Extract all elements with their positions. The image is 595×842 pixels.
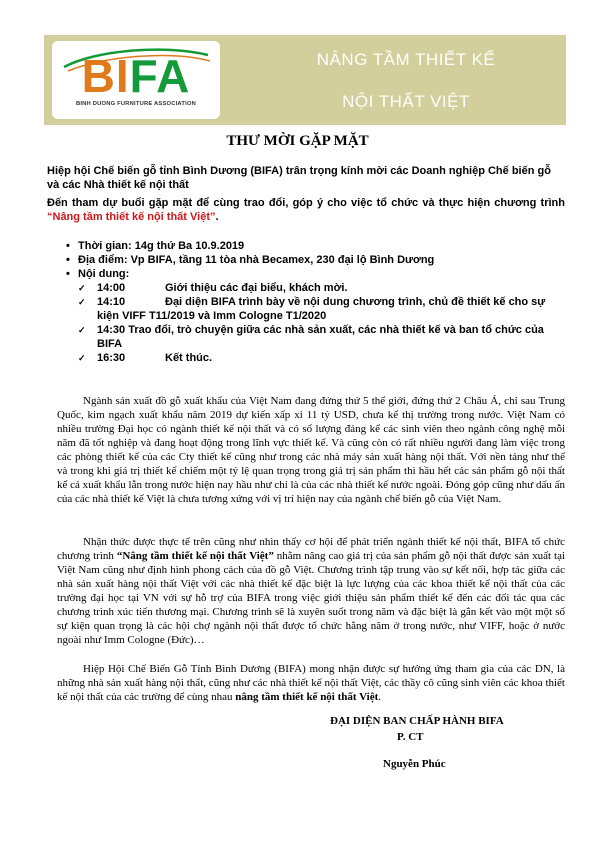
program-name-highlight: “Nâng tầm thiết kế nội thất Việt” (47, 211, 216, 223)
body-paragraph-2: Nhận thức được thực tế trên cũng như nhìn thấy cơ hội để phát triển ngành thiết kế nội thất, BIFA tổ chức chương trình “Nâng tầm thiết kế nội thất Việt” nhằm nâng cao giá trị của sản phẩm gỗ nội thất được sản xuất tại Việt Nam cũng như định hình phong cách của đồ gỗ Việt. Chương trình tập trung vào sự kết nối, hợp tác giữa các nhà sản xuất hàng nội thất Việt với các nhà thiết kế đặc biệt là lực lượng của các khoa thiết kế nội thất của các trường đại học tại VN với sự hỗ trợ của BIFA trong việc giới thiệu sản phẩm thiết kế đến các đối tác qua các chương trình xúc tiến thương mại. Chương trình sẽ là xuyên suốt trong năm và đặc biệt là gắn kết vào một một số sự kiện quan trọng là các hội chợ ngành nội thất được tổ chức hằng năm ở trong nước, như VIFF, hoặc ở nước ngoài như Imm Cologne (Đức)… (57, 536, 566, 646)
agenda-item: ✓ 14:30 Trao đổi, trò chuyện giữa các nhà sản xuất, các nhà thiết kế và ban tổ chức của BIFA (78, 324, 544, 350)
agenda-item: ✓ 14:00 Giới thiệu các đại biểu, khách mời. (78, 282, 348, 294)
logo-subtitle: BINH DUONG FURNITURE ASSOCIATION (75, 101, 197, 107)
tagline-line1: NÂNG TẦM THIẾT KẾ (316, 50, 496, 69)
intro-purpose: Đến tham dự buổi gặp mặt để cùng trao đổi, góp ý cho việc tổ chức và thực hiện chương trình “Nâng tầm thiết kế nội thất Việt”. (47, 197, 565, 223)
signature-title: ĐẠI DIỆN BAN CHẤP HÀNH BIFA (330, 715, 504, 727)
page-title: THƯ MỜI GẶP MẶT (226, 133, 369, 149)
signature-position: P. CT (397, 731, 424, 743)
tagline-line2: NỘI THẤT VIỆT (342, 92, 470, 111)
checkmark-icon: ✓ (78, 297, 86, 307)
header-banner (44, 35, 566, 125)
event-time: • Thời gian: 14g thứ Ba 10.9.2019 (66, 240, 245, 252)
event-content: • Nội dung: ✓ 14:00 Giới thiệu các đại biểu, khách mời. ✓ 14:10 Đại diện BIFA trình bày về nội dung chương trình, chủ đề thiết kế cho sự kiện VIFF T11/2019 và Imm Cologne T1/2020 ✓ 14:30 Trao đổi, trò chuyện giữa các nhà sản xuất, các nhà thiết kế và ban tổ chức của BIFA ✓ 16:30 Kết thúc. (78, 267, 568, 365)
agenda-item: ✓ 16:30 Kết thúc. (78, 352, 213, 364)
signature-name: Nguyễn Phúc (383, 758, 446, 770)
checkmark-icon: ✓ (78, 353, 86, 363)
intro-invitation: Hiệp hội Chế biến gỗ tỉnh Bình Dương (BIFA) trân trọng kính mời các Doanh nghiệp Chế biến gỗ và các Nhà thiết kế nội thất (47, 165, 551, 191)
event-details (66, 239, 568, 365)
agenda-item: ✓ 14:10 Đại diện BIFA trình bày về nội dung chương trình, chủ đề thiết kế cho sự kiện VIFF T11/2019 và Imm Cologne T1/2020 (78, 296, 546, 322)
checkmark-icon: ✓ (78, 325, 86, 335)
checkmark-icon: ✓ (78, 283, 86, 293)
body-paragraph-1: Ngành sản xuất đồ gỗ xuất khẩu của Việt Nam đang đứng thứ 5 thế giới, đứng thứ 2 Châu Á, chỉ sau Trung Quốc, kim ngạch xuất khẩu năm 2019 dự kiến xấp xỉ 11 tỷ USD, chưa kể thị trường trong nước. Việt Nam có nhiều trường Đại học có ngành thiết kế nội thất và có số lượng đáng kể các sinh viên theo ngành công nghệ mỗi năm đã tốt nghiệp và đang hoạt động trong lĩnh vực thiết kế. Và cũng còn có rất nhiều người đang làm việc trong các phòng thiết kế của các Cty thiết kế cũng như trong các nhà máy sản xuất hàng nội thất. Với nền tảng như thế và trong khi giá trị thiết kế chiếm một tỷ lệ quan trọng trong giá trị sản phẩm thì hầu hết các sản phẩm gỗ nội thất kể cả xuất khẩu lẫn trong nước hiện nay hầu như chỉ là của các nhà thiết kế nước ngoài. Đóng góp cũng như dấu ấn của các nhà thiết kế Việt là chưa tương xứng với vị trí hiện nay của ngành chế biến gỗ của Việt Nam. (57, 395, 565, 505)
body-paragraph-3: Hiệp Hội Chế Biến Gỗ Tỉnh Bình Dương (BIFA) mong nhận được sự hưởng ứng tham gia của các DN, là những nhà sản xuất hàng nội thất, cũng như các nhà thiết kế nội thất Việt, các thầy cô cũng sinh viên các khoa thiết kế nội thất của các trường để cùng nhau nâng tầm thiết kế nội thất Việt. (57, 663, 565, 703)
event-location: • Địa điểm: Vp BIFA, tầng 11 tòa nhà Becamex, 230 đại lộ Bình Dương (66, 254, 435, 266)
logo-wordmark: BIFA (81, 50, 191, 102)
bifa-logo (52, 41, 220, 119)
agenda-list (78, 281, 568, 365)
